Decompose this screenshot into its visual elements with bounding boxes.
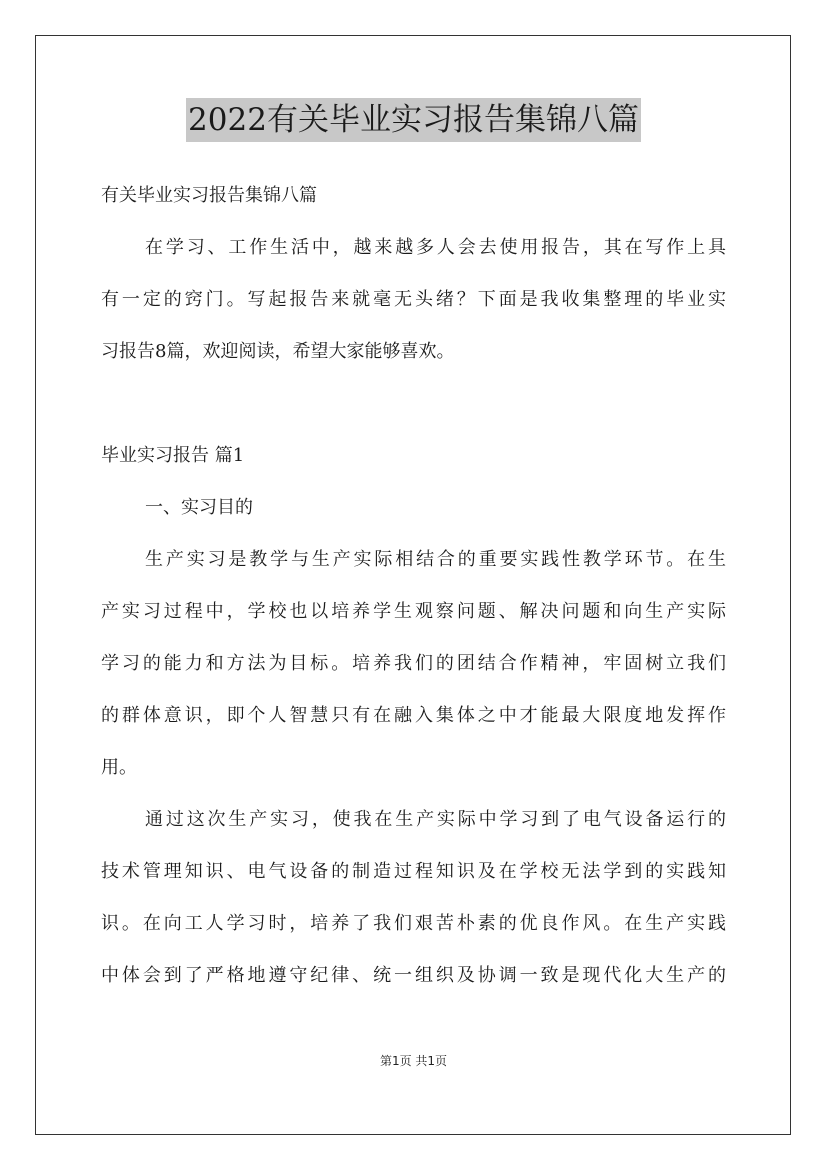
page-number: 第1页 共1页 [379,1054,448,1068]
subheading: 一、实习目的 [145,497,253,518]
paragraph-line: 中体会到了严格地遵守纪律、统一组织及协调一致是现代化大生产的 [101,965,726,986]
paragraph-line: 技术管理知识、电气设备的制造过程知识及在学校无法学到的实践知 [101,861,726,882]
intro-line: 在学习、工作生活中，越来越多人会去使用报告，其在写作上具 [145,237,726,258]
intro-line: 习报告8篇，欢迎阅读，希望大家能够喜欢。 [101,341,455,362]
document-body [101,170,726,1002]
paragraph-line: 通过这次生产实习，使我在生产实际中学习到了电气设备运行的 [145,809,726,830]
section-heading: 毕业实习报告 篇1 [101,445,245,466]
document-subtitle: 有关毕业实习报告集锦八篇 [101,185,317,206]
title-container [0,98,827,142]
blank-line [101,378,726,430]
document-title: 2022有关毕业实习报告集锦八篇 [186,98,641,142]
paragraph-line: 学习的能力和方法为目标。培养我们的团结合作精神，牢固树立我们 [101,653,726,674]
paragraph-line: 的群体意识，即个人智慧只有在融入集体之中才能最大限度地发挥作 [101,705,726,726]
paragraph-line: 生产实习是教学与生产实际相结合的重要实践性教学环节。在生 [145,549,726,570]
paragraph-line: 用。 [101,757,137,778]
intro-line: 有一定的窍门。写起报告来就毫无头绪？下面是我收集整理的毕业实 [101,289,726,310]
paragraph-line: 识。在向工人学习时，培养了我们艰苦朴素的优良作风。在生产实践 [101,913,726,934]
paragraph-line: 产实习过程中，学校也以培养学生观察问题、解决问题和向生产实际 [101,601,726,622]
